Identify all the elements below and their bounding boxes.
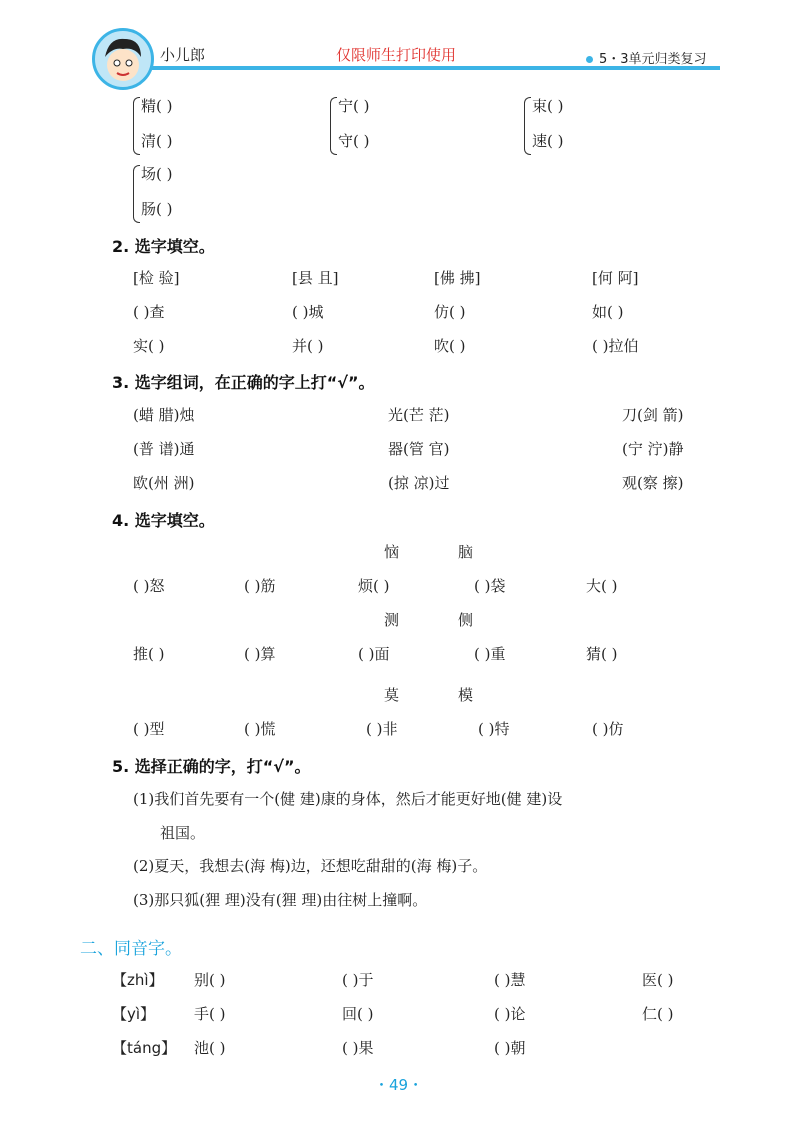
- q2-option-4: [何 阿]: [592, 269, 639, 287]
- q4-r3-4: ( )特: [478, 720, 510, 738]
- brace: [133, 97, 140, 155]
- q4-r1-2: ( )筋: [244, 577, 276, 595]
- pinyin-yi: 【yì】: [112, 1005, 156, 1023]
- q3-title: 3. 选字组词，在正确的字上打“√”。: [112, 373, 375, 392]
- p2-r3-3: ( )朝: [494, 1039, 526, 1057]
- q4-pair1-a: 恼: [384, 543, 400, 561]
- q2-r2-2: 并( ): [292, 337, 324, 355]
- q4-pair2-b: 侧: [458, 611, 474, 629]
- group-1-a: 精( ): [141, 97, 173, 115]
- q3-r2-2: 器(管 官): [388, 440, 450, 458]
- group-2-a: 宁( ): [338, 97, 370, 115]
- q3-r1-2: 光(芒 茫): [388, 406, 450, 424]
- group-4-b: 肠( ): [141, 200, 173, 218]
- pinyin-zhi: 【zhì】: [112, 971, 164, 989]
- q4-title: 4. 选字填空。: [112, 511, 215, 530]
- page-number: ・49・: [374, 1076, 424, 1094]
- q5-title: 5. 选择正确的字，打“√”。: [112, 757, 311, 776]
- q4-r3-5: ( )仿: [592, 720, 624, 738]
- q4-pair1-b: 脑: [458, 543, 474, 561]
- brace: [524, 97, 531, 155]
- q2-option-2: [县 且]: [292, 269, 339, 287]
- q4-pair3-a: 莫: [384, 686, 400, 704]
- q3-r1-1: (蜡 腊)烛: [133, 406, 195, 424]
- p2-r2-1: 手( ): [194, 1005, 226, 1023]
- unit-title: [586, 48, 707, 67]
- p2-r2-2: 回( ): [342, 1005, 374, 1023]
- p2-r1-4: 医( ): [642, 971, 674, 989]
- q3-r3-3: 观(察 擦): [622, 474, 684, 492]
- q3-r1-3: 刀(剑 箭): [622, 406, 684, 424]
- q4-r1-1: ( )怒: [133, 577, 165, 595]
- q5-s2: (2)夏天，我想去(海 梅)边，还想吃甜甜的(海 梅)子。: [133, 857, 488, 875]
- q2-option-3: [佛 拂]: [434, 269, 481, 287]
- brace: [330, 97, 337, 155]
- section-2-title: 二、同音字。: [80, 939, 182, 959]
- q4-r2-5: 猜( ): [586, 645, 618, 663]
- q4-r1-4: ( )袋: [474, 577, 506, 595]
- pinyin-tang: 【táng】: [112, 1039, 177, 1057]
- q4-r3-2: ( )慌: [244, 720, 276, 738]
- p2-r1-2: ( )于: [342, 971, 374, 989]
- group-1-b: 清( ): [141, 132, 173, 150]
- q2-r1-3: 仿( ): [434, 303, 466, 321]
- q3-r3-1: 欧(州 洲): [133, 474, 195, 492]
- q4-r2-1: 推( ): [133, 645, 165, 663]
- p2-r1-3: ( )慧: [494, 971, 526, 989]
- q2-r2-1: 实( ): [133, 337, 165, 355]
- group-2-b: 守( ): [338, 132, 370, 150]
- q2-option-1: [检 验]: [133, 269, 180, 287]
- q2-r2-4: ( )拉伯: [592, 337, 639, 355]
- q2-r1-1: ( )查: [133, 303, 165, 321]
- q2-r1-4: 如( ): [592, 303, 624, 321]
- unit-title-text: 5・3单元归类复习: [599, 52, 707, 67]
- q4-r1-3: 烦( ): [358, 577, 390, 595]
- p2-r3-1: 池( ): [194, 1039, 226, 1057]
- p2-r1-1: 别( ): [194, 971, 226, 989]
- p2-r2-3: ( )论: [494, 1005, 526, 1023]
- q3-r3-2: (掠 凉)过: [388, 474, 450, 492]
- group-4-a: 场( ): [141, 165, 173, 183]
- brace: [133, 165, 140, 223]
- q4-r1-5: 大( ): [586, 577, 618, 595]
- q4-r3-3: ( )非: [366, 720, 398, 738]
- q3-r2-1: (普 谱)通: [133, 440, 195, 458]
- q2-r1-2: ( )城: [292, 303, 324, 321]
- q4-r2-3: ( )面: [358, 645, 390, 663]
- print-notice: 仅限师生打印使用: [336, 46, 457, 64]
- group-3-a: 束( ): [532, 97, 564, 115]
- q4-r2-2: ( )算: [244, 645, 276, 663]
- mascot-avatar-icon: [92, 28, 154, 90]
- q4-r2-4: ( )重: [474, 645, 506, 663]
- q3-r2-3: (宁 泞)静: [622, 440, 684, 458]
- q5-s1a: (1)我们首先要有一个(健 建)康的身体，然后才能更好地(健 建)设: [133, 790, 563, 808]
- p2-r3-2: ( )果: [342, 1039, 374, 1057]
- q4-pair2-a: 测: [384, 611, 400, 629]
- bullet-icon: [586, 56, 593, 63]
- q5-s1b: 祖国。: [160, 824, 206, 842]
- brand-name: 小儿郎: [160, 46, 206, 64]
- q5-s3: (3)那只狐(狸 理)没有(狸 理)由往树上撞啊。: [133, 891, 428, 909]
- q4-pair3-b: 模: [458, 686, 474, 704]
- group-3-b: 速( ): [532, 132, 564, 150]
- p2-r2-4: 仁( ): [642, 1005, 674, 1023]
- q2-r2-3: 吹( ): [434, 337, 466, 355]
- q4-r3-1: ( )型: [133, 720, 165, 738]
- q2-title: 2. 选字填空。: [112, 237, 215, 256]
